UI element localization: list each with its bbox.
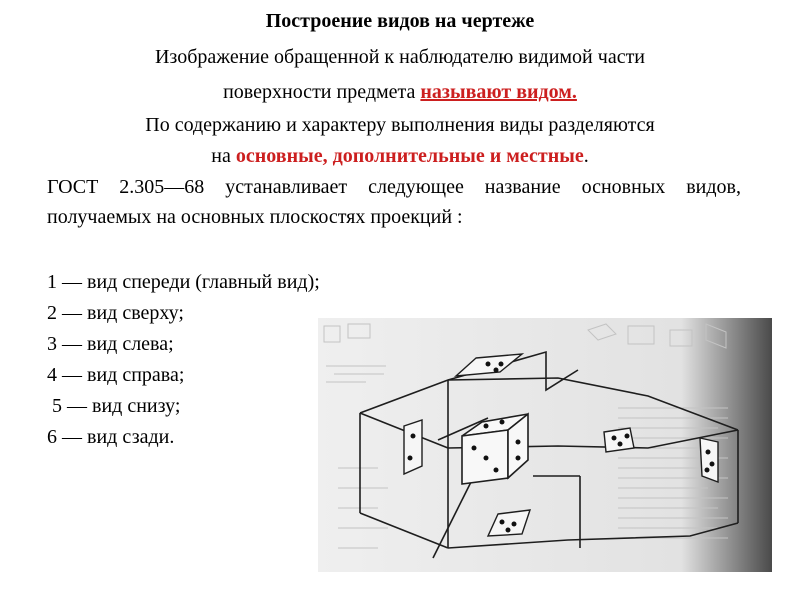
classification-line-1: По содержанию и характеру выполнения виды разделяются (145, 114, 655, 136)
view-item-right: 4 — вид справа; (47, 364, 185, 386)
view-item-front: 1 — вид спереди (главный вид); (47, 271, 320, 293)
view-item-bottom: 5 — вид снизу; (47, 395, 181, 417)
slide-title: Построение видов на чертеже (265, 10, 535, 32)
classification-suffix: . (583, 145, 589, 167)
classification-line-2 (0, 143, 800, 169)
view-item-top: 2 — вид сверху; (47, 302, 184, 324)
projection-box-image (318, 318, 772, 572)
views-list (47, 267, 320, 453)
projection-box-drawing (318, 318, 772, 572)
definition-text: поверхности предмета (223, 81, 421, 103)
gost-paragraph: ГОСТ 2.305—68 устанавливает следующее название основных видов, получаемых на основных плоскостях проекций : (47, 176, 741, 228)
classification-highlight: основные, дополнительные и местные (235, 145, 584, 167)
classification-prefix: на (211, 145, 236, 167)
view-item-rear: 6 — вид сзади. (47, 426, 175, 448)
definition-line-1: Изображение обращенной к наблюдателю видимой части (154, 46, 646, 68)
definition-highlight: называют видом. (420, 81, 577, 103)
definition-line-2 (0, 79, 800, 105)
view-item-left: 3 — вид слева; (47, 333, 174, 355)
